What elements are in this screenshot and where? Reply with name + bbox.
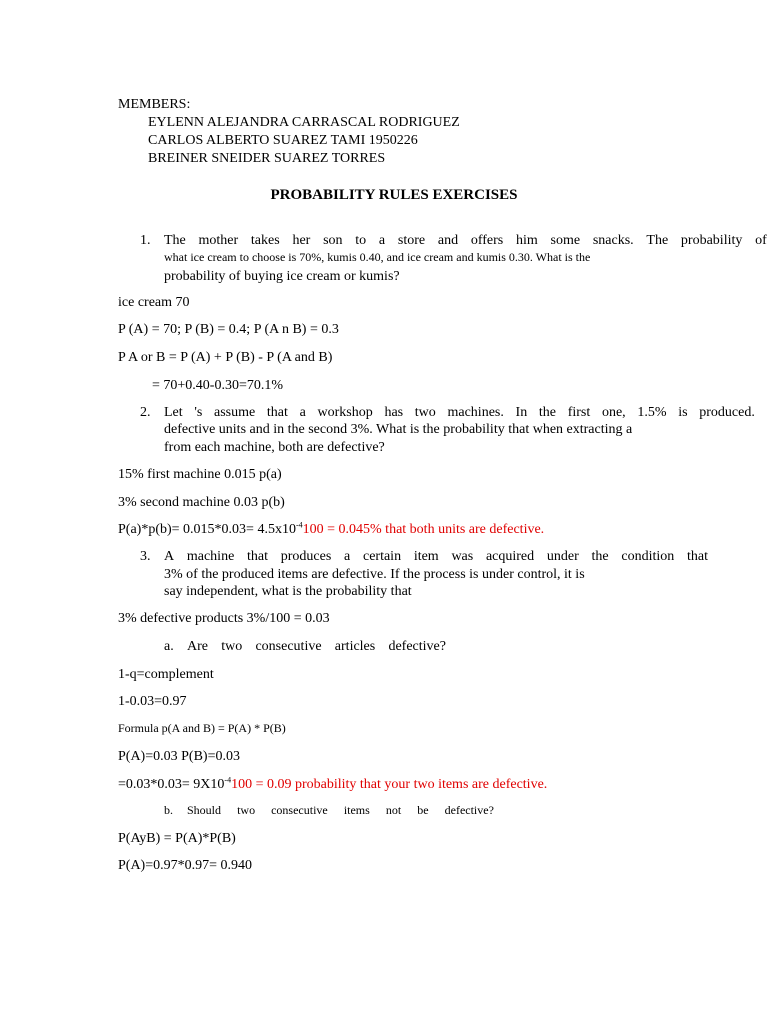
answer-line: 3% second machine 0.03 p(b) <box>118 495 285 510</box>
member-item <box>144 114 460 131</box>
word: machines. <box>447 405 504 420</box>
word: 1.5% <box>637 405 667 420</box>
word: one, <box>601 405 626 420</box>
word: be <box>417 803 429 817</box>
answer-line: 1-q=complement <box>118 667 214 682</box>
highlighted-result: 100 = 0.045% that both units are defective. <box>302 522 545 537</box>
word: machine <box>186 549 235 564</box>
members-heading: MEMBERS: <box>118 97 191 112</box>
word: and <box>437 233 459 248</box>
answer-line: P A or B = P (A) + P (B) - P (A and B) <box>118 350 333 365</box>
word: takes <box>250 233 280 248</box>
word: a <box>378 233 386 248</box>
word: that <box>266 405 288 420</box>
word: a <box>299 405 306 420</box>
answer-line: 15% first machine 0.015 p(a) <box>118 467 282 482</box>
question-3-line-1 <box>164 548 708 565</box>
word: two <box>414 405 436 420</box>
answer-line: 3% defective products 3%/100 = 0.03 <box>118 611 330 626</box>
question-2-line-3: from each machine, both are defective? <box>164 440 385 455</box>
word: is <box>678 405 688 420</box>
word: certain <box>362 549 402 564</box>
question-3-line-3: say independent, what is the probability that <box>164 584 412 599</box>
word: In <box>515 405 528 420</box>
word: Are <box>187 639 208 654</box>
sub-question-label: a. <box>164 639 174 654</box>
word: two <box>237 803 256 817</box>
word: probability <box>680 233 743 248</box>
word: him <box>515 233 538 248</box>
question-2-line-2: defective units and in the second 3%. What is the probability that when extracting a <box>164 422 633 437</box>
word: was <box>451 549 474 564</box>
word: produces <box>280 549 332 564</box>
word: that <box>247 549 269 564</box>
sub-question-label: b. <box>164 803 173 817</box>
question-2-line-1 <box>164 404 755 421</box>
question-number: 2. <box>140 405 151 420</box>
answer-line: P(A)=0.97*0.97= 0.940 <box>118 858 253 873</box>
word: her <box>292 233 311 248</box>
word: to <box>355 233 367 248</box>
word: offers <box>470 233 504 248</box>
member-item <box>144 150 385 167</box>
word: items <box>343 803 370 817</box>
member-item <box>144 132 418 149</box>
word: produced. <box>699 405 755 420</box>
answer-line: P(A)=0.03 P(B)=0.03 <box>118 749 240 764</box>
word: defective? <box>388 639 446 654</box>
word: of <box>755 233 767 248</box>
word: two <box>221 639 243 654</box>
sub-question-b <box>187 802 494 819</box>
document-title: PROBABILITY RULES EXERCISES <box>270 187 518 203</box>
answer-line: = 70+0.40-0.30=70.1% <box>152 378 284 393</box>
word: consecutive <box>255 639 322 654</box>
member-name: CARLOS ALBERTO SUAREZ TAMI 1950226 <box>148 133 418 148</box>
word: A <box>164 549 175 564</box>
word: son <box>323 233 343 248</box>
question-1-line-2: what ice cream to choose is 70%, kumis 0.40, and ice cream and kumis 0.30. What is the <box>164 250 591 264</box>
question-number: 1. <box>140 233 151 248</box>
word: Should <box>187 803 222 817</box>
word: snacks. <box>592 233 634 248</box>
word: not <box>385 803 402 817</box>
sub-question-a <box>187 638 446 655</box>
word: articles <box>334 639 376 654</box>
word: condition <box>621 549 675 564</box>
word: workshop <box>317 405 373 420</box>
word: some <box>550 233 581 248</box>
answer-line: P (A) = 70; P (B) = 0.4; P (A n B) = 0.3 <box>118 322 339 337</box>
word: assume <box>214 405 256 420</box>
highlighted-result: 100 = 0.09 probability that your two items are defective. <box>231 777 548 792</box>
word: a <box>344 549 351 564</box>
word: the <box>591 549 609 564</box>
answer-line: Formula p(A and B) = P(A) * P(B) <box>118 721 286 735</box>
word: mother <box>198 233 239 248</box>
word: consecutive <box>271 803 328 817</box>
word: Let <box>164 405 183 420</box>
word: 's <box>194 405 203 420</box>
question-number: 3. <box>140 549 151 564</box>
question-3-line-2: 3% of the produced items are defective. If the process is under control, it is <box>164 567 585 582</box>
word: first <box>567 405 591 420</box>
word: item <box>413 549 439 564</box>
word: The <box>646 233 669 248</box>
answer-line: $P(a)*p(b)= 0.015*0.03= 4.5x10^{-4}100 = 0.045\%$ that both units are defective. <box>118 520 545 537</box>
word: under <box>546 549 579 564</box>
member-name: EYLENN ALEJANDRA CARRASCAL RODRIGUEZ <box>148 115 460 130</box>
word: the <box>538 405 557 420</box>
answer-line: ice cream 70 <box>118 295 190 310</box>
word: that <box>686 549 708 564</box>
answer-line: P(AyB) = P(A)*P(B) <box>118 831 236 846</box>
word: The <box>164 233 186 248</box>
word: acquired <box>485 549 535 564</box>
question-1-line-3: probability of buying ice cream or kumis? <box>164 269 400 284</box>
word: defective? <box>444 803 494 817</box>
question-1-line-1 <box>164 232 767 249</box>
answer-line: $=0.03*0.03= 9X10^{-4}100 = 0.09$ probability that your two items are defective. <box>118 775 548 792</box>
word: store <box>397 233 426 248</box>
answer-line: 1-0.03=0.97 <box>118 694 187 709</box>
word: has <box>384 405 404 420</box>
member-name: BREINER SNEIDER SUAREZ TORRES <box>148 151 386 166</box>
